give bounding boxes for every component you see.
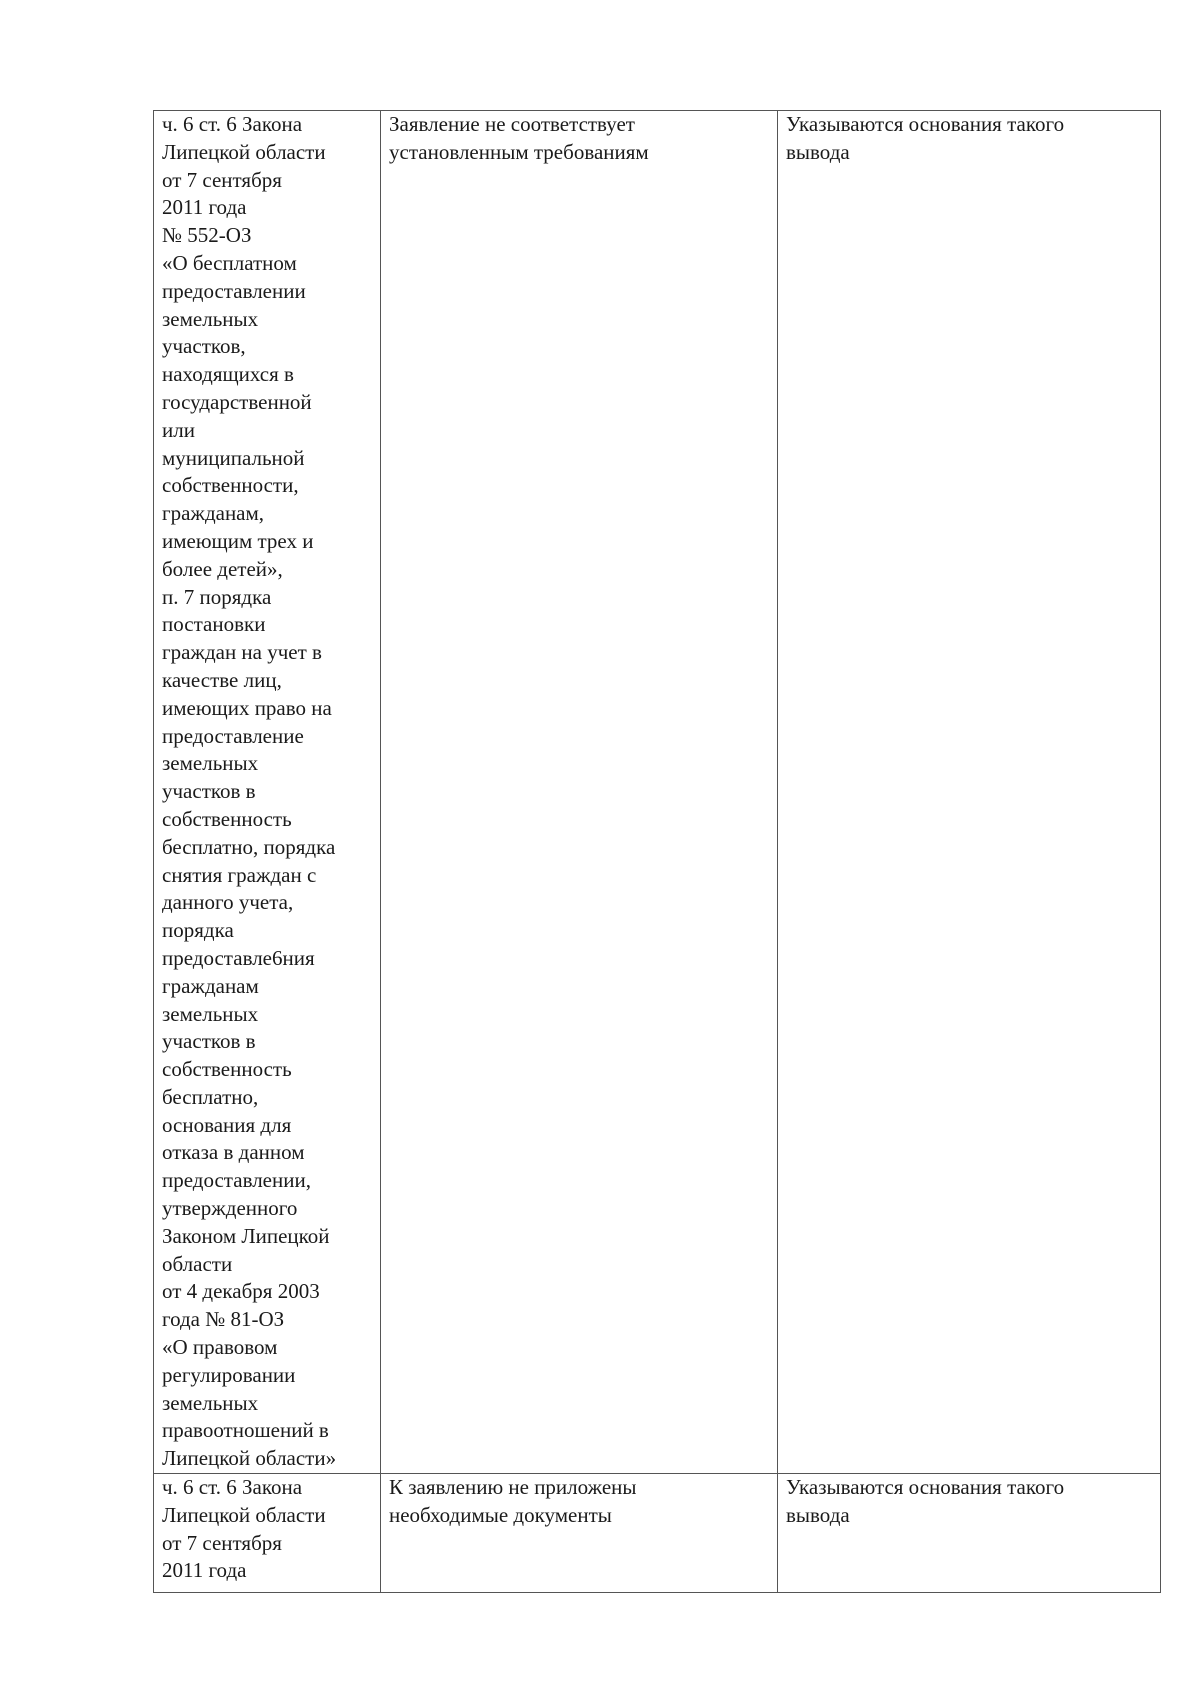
basis-line: земельных	[162, 1390, 259, 1415]
note-line: вывода	[786, 139, 850, 164]
basis-line: от 7 сентября	[162, 167, 282, 192]
basis-line: собственность	[162, 806, 292, 831]
basis-line: земельных	[162, 751, 259, 776]
basis-line: от 4 декабря 2003	[162, 1279, 320, 1304]
basis-line: участков в	[162, 1029, 256, 1054]
basis-line: собственность	[162, 1057, 292, 1082]
basis-line: Липецкой области»	[162, 1446, 337, 1471]
basis-line: 2011 года	[162, 1558, 247, 1583]
basis-line: основания для	[162, 1112, 292, 1137]
basis-line: бесплатно, порядка	[162, 834, 336, 859]
basis-line: № 552-ОЗ	[162, 223, 252, 248]
basis-line: «О бесплатном	[162, 250, 297, 275]
basis-line: регулировании	[162, 1362, 296, 1387]
refusal-reason-cell	[381, 111, 778, 1474]
basis-line: собственности,	[162, 473, 299, 498]
reason-line: Заявление не соответствует	[389, 112, 635, 136]
basis-line: более детей»,	[162, 556, 283, 581]
basis-line: бесплатно,	[162, 1084, 259, 1109]
table-row	[154, 1474, 1161, 1593]
basis-line: года № 81-ОЗ	[162, 1307, 285, 1332]
basis-line: участков,	[162, 334, 246, 359]
note-cell	[778, 111, 1161, 1474]
basis-line: муниципальной	[162, 445, 305, 470]
note-line: вывода	[786, 1502, 850, 1527]
basis-line: качестве лиц,	[162, 667, 282, 692]
basis-line: снятия граждан с	[162, 862, 317, 887]
basis-line: правоотношений в	[162, 1418, 329, 1443]
legal-basis-cell	[154, 111, 381, 1474]
basis-line: 2011 года	[162, 195, 247, 220]
basis-line: постановки	[162, 612, 266, 637]
note-cell	[778, 1474, 1161, 1593]
basis-line: гражданам	[162, 973, 259, 998]
basis-line: находящихся в	[162, 362, 294, 387]
basis-line: государственной	[162, 389, 312, 414]
basis-line: граждан на учет в	[162, 640, 322, 665]
basis-line: предоставлении	[162, 278, 306, 303]
basis-line: участков в	[162, 779, 256, 804]
basis-line: предоставле6ния	[162, 945, 315, 970]
basis-line: отказа в данном	[162, 1140, 305, 1165]
basis-line: порядка	[162, 918, 234, 943]
basis-line: предоставлении,	[162, 1168, 311, 1193]
basis-line: имеющих право на	[162, 695, 332, 720]
reason-line: К заявлению не приложены	[389, 1475, 637, 1500]
basis-line: гражданам,	[162, 501, 265, 526]
basis-line: данного учета,	[162, 890, 294, 915]
basis-line: или	[162, 417, 195, 442]
refusal-grounds-table	[153, 110, 1161, 1593]
basis-line: Липецкой области	[162, 1502, 326, 1527]
basis-line: утвержденного	[162, 1196, 298, 1221]
basis-line: ч. 6 ст. 6 Закона	[162, 112, 303, 136]
legal-basis-cell	[154, 1474, 381, 1593]
basis-line: предоставление	[162, 723, 304, 748]
basis-line: «О правовом	[162, 1335, 278, 1360]
basis-line: земельных	[162, 1001, 259, 1026]
refusal-reason-cell	[381, 1474, 778, 1593]
basis-line: Законом Липецкой	[162, 1223, 330, 1248]
basis-line: от 7 сентября	[162, 1530, 282, 1555]
basis-line: имеющим трех и	[162, 528, 314, 553]
basis-line: ч. 6 ст. 6 Закона	[162, 1475, 303, 1500]
reason-line: необходимые документы	[389, 1502, 612, 1527]
reason-line: установленным требованиям	[389, 139, 649, 164]
table-row	[154, 111, 1161, 1474]
basis-line: п. 7 порядка	[162, 584, 272, 609]
basis-line: Липецкой области	[162, 139, 326, 164]
note-line: Указываются основания такого	[786, 112, 1065, 136]
basis-line: области	[162, 1251, 233, 1276]
basis-line: земельных	[162, 306, 259, 331]
note-line: Указываются основания такого	[786, 1475, 1065, 1500]
